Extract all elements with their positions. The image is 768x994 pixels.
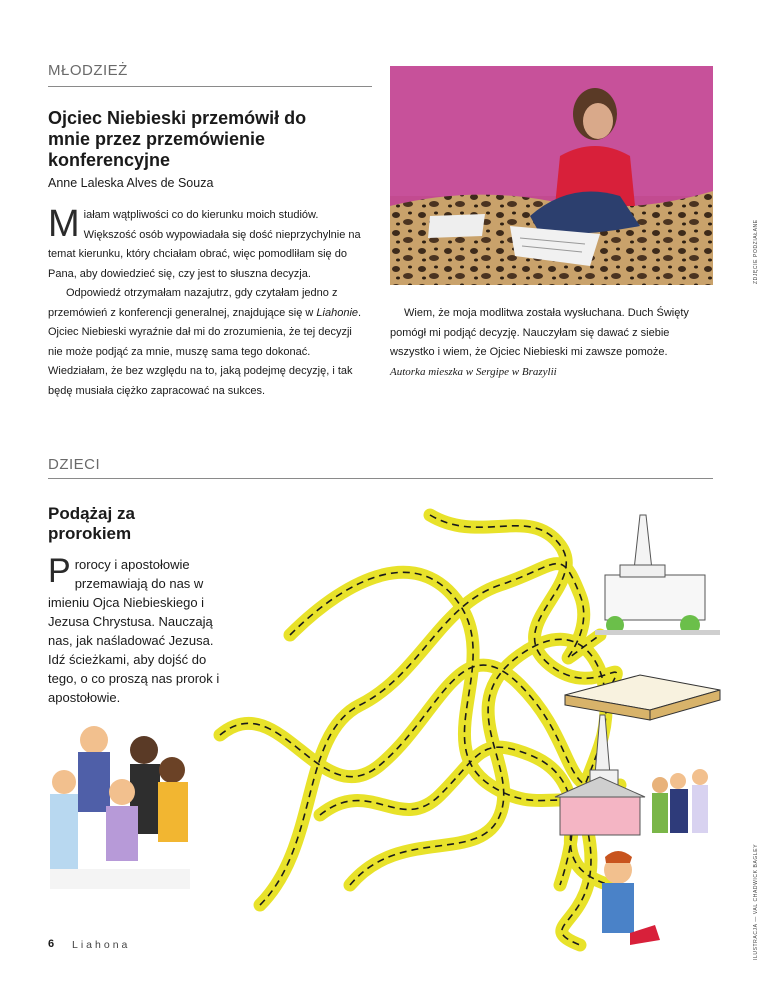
magazine-name-italic: Liahonie — [316, 306, 359, 319]
article-column-left — [48, 203, 366, 401]
family-icon — [652, 769, 708, 833]
magazine-name: Liahona — [72, 939, 131, 951]
temple-icon — [595, 515, 720, 635]
section-heading-children: DZIECI — [48, 456, 101, 473]
author-photo — [390, 66, 713, 285]
section-heading-youth: MŁODZIEŻ — [48, 62, 128, 79]
praying-boy-icon — [602, 851, 660, 945]
article-column-right — [390, 304, 713, 382]
activity-title: Podążaj za prorokiem — [48, 504, 135, 543]
section-rule-youth — [48, 86, 372, 87]
activity-text: Prorocy i apostołowie przemawiają do nas w imieniu Ojca Niebieskiego i Jezusa Chrystusa. Nauczają nas, jak naśladować Jezusa. Idź ścieżkami, aby dojść do tego, o co proszą nas prorok i apostołowie. — [48, 552, 220, 705]
photo-credit: ZDJĘCIE PODZIAŁANE — [753, 219, 759, 284]
maze-illustration — [200, 485, 740, 965]
article-author: Anne Laleska Alves de Souza — [48, 176, 214, 190]
paragraph-2: Odpowiedź otrzymałam nazajutrz, gdy czytałam jedno z przemówień z konferencji generalnej, znajdujące się w Liahonie. Ojciec Niebieski wyraźnie dał mi do zrozumienia, że tej decyzji nie może podjąć za mnie, muszę sama tego dokonać. Wiedziałam, że bez względu na to, jaką podejmę decyzję, i tak będę musiała ciężko zapracować na sukces. — [48, 287, 362, 397]
paragraph-1: iałam wątpliwości co do kierunku moich studiów. Większość osób wypowiadała się dość nieprzychylnie na temat kierunku, który chciałam obrać, więc pomodliłam się do Pana, aby dowiedzieć się, czy jest to słuszna decyzja. — [48, 209, 361, 280]
page-number: 6 — [48, 938, 55, 950]
paragraph-3: Wiem, że moja modlitwa została wysłuchana. Duch Święty pomógł mi podjąć decyzję. Nauczyłam się dawać z siebie wszystko i wiem, że Ojciec Niebieski mi zawsze pomoże. — [390, 307, 689, 358]
section-rule-children — [48, 478, 713, 479]
drop-cap-children: P — [48, 552, 71, 590]
maze-paths — [220, 515, 620, 945]
illustration-credit: ILUSTRACJA — VAL CHADWICK BAGLEY — [753, 843, 759, 960]
drop-cap: M — [48, 203, 80, 245]
photo-illustration — [390, 66, 713, 285]
article-title: Ojciec Niebieski przemówił do mnie przez przemówienie konferencyjne — [48, 108, 307, 170]
author-location: Autorka mieszka w Sergipe w Brazylii — [390, 365, 557, 378]
children-group-illustration — [44, 722, 204, 897]
